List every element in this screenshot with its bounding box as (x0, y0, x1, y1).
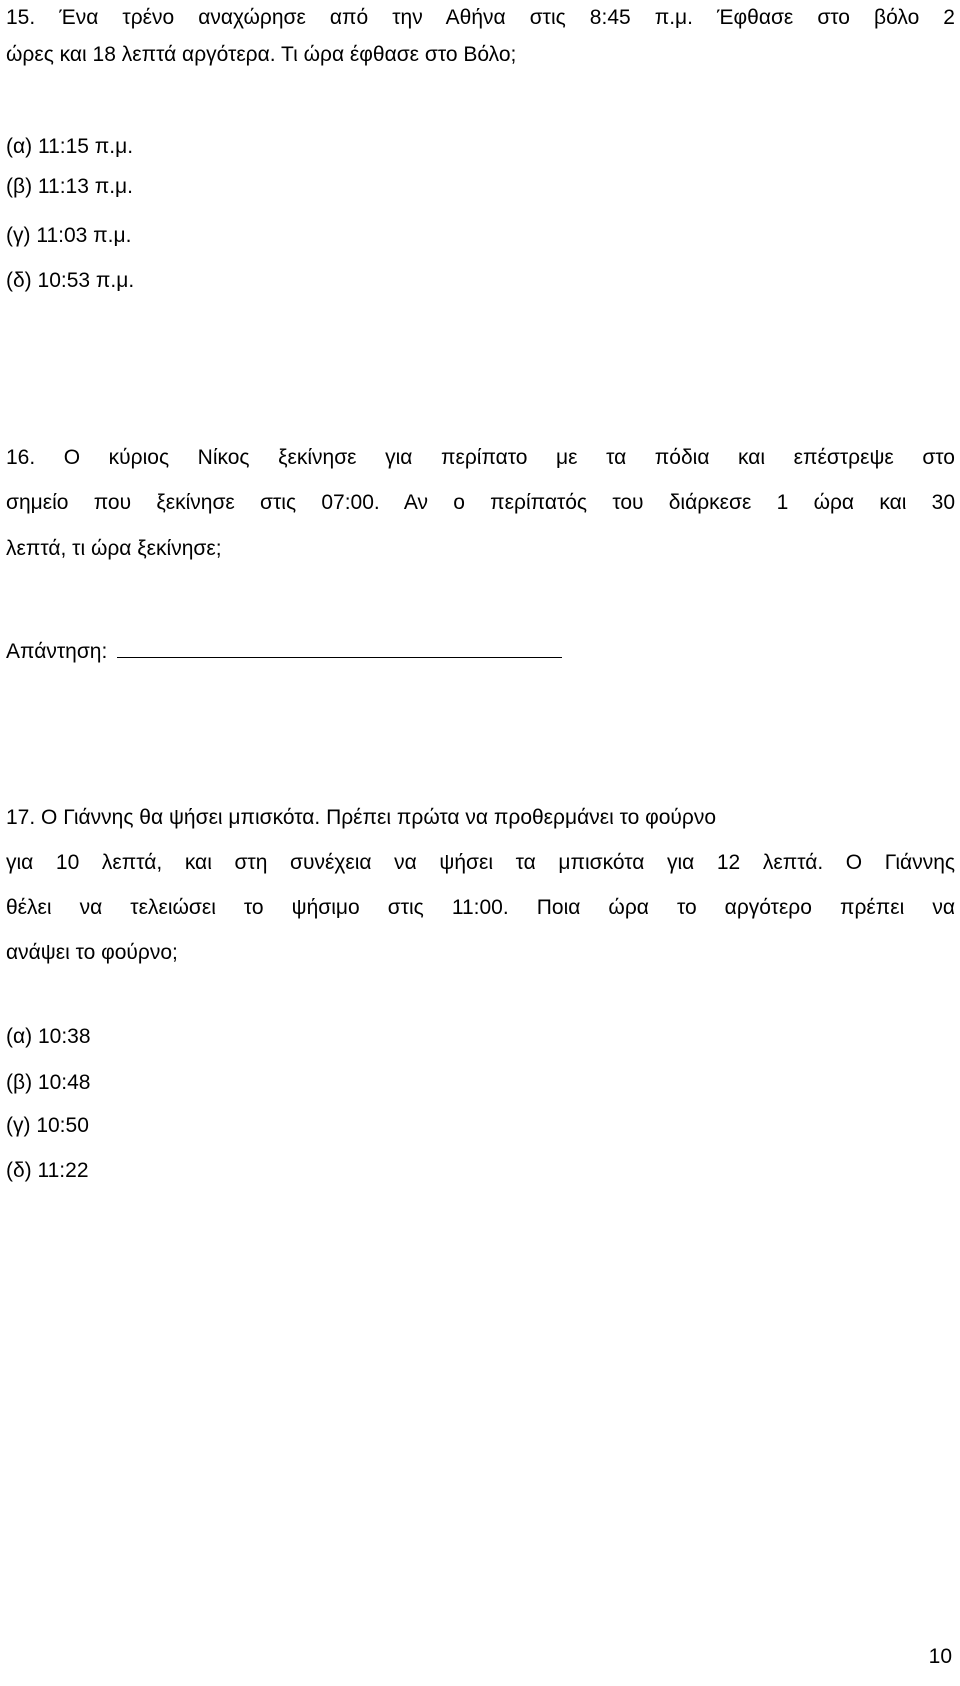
q16-answer-row (6, 639, 562, 665)
q15-option-a: (α) 11:15 π.μ. (6, 135, 134, 158)
q15-text-line-2: ώρες και 18 λεπτά αργότερα. Τι ώρα έφθασε στο Βόλο; (6, 43, 517, 66)
q17-option-d: (δ) 11:22 (6, 1159, 89, 1182)
q15-option-b: (β) 11:13 π.μ. (6, 175, 133, 198)
q17-text-line-3: θέλει να τελειώσει το ψήσιμο στις 11:00. Ποια ώρα το αργότερο πρέπει να (6, 896, 955, 919)
q17-text-line-1: 17. Ο Γιάννης θα ψήσει μπισκότα. Πρέπει πρώτα να προθερμάνει το φούρνο (6, 806, 717, 829)
q17-text-line-2: για 10 λεπτά, και στη συνέχεια να ψήσει τα μπισκότα για 12 λεπτά. Ο Γιάννης (6, 851, 955, 874)
q16-text-line-1: 16. Ο κύριος Νίκος ξεκίνησε για περίπατο με τα πόδια και επέστρεψε στο (6, 446, 955, 469)
q16-answer-blank-line (117, 657, 562, 658)
q16-answer-label: Απάντηση: (6, 640, 108, 663)
q15-text-line-1: 15. Ένα τρένο αναχώρησε από την Αθήνα στις 8:45 π.μ. Έφθασε στο βόλο 2 (6, 6, 955, 29)
q16-text-line-2: σημείο που ξεκίνησε στις 07:00. Αν ο περίπατός του διάρκεσε 1 ώρα και 30 (6, 491, 955, 514)
q17-option-a: (α) 10:38 (6, 1025, 91, 1048)
q15-option-d: (δ) 10:53 π.μ. (6, 269, 135, 292)
q16-text-line-3: λεπτά, τι ώρα ξεκίνησε; (6, 537, 222, 560)
page-number: 10 (928, 1645, 952, 1668)
q17-option-b: (β) 10:48 (6, 1071, 91, 1094)
q17-option-c: (γ) 10:50 (6, 1114, 89, 1137)
q15-option-c: (γ) 11:03 π.μ. (6, 224, 132, 247)
q17-text-line-4: ανάψει το φούρνο; (6, 941, 178, 964)
